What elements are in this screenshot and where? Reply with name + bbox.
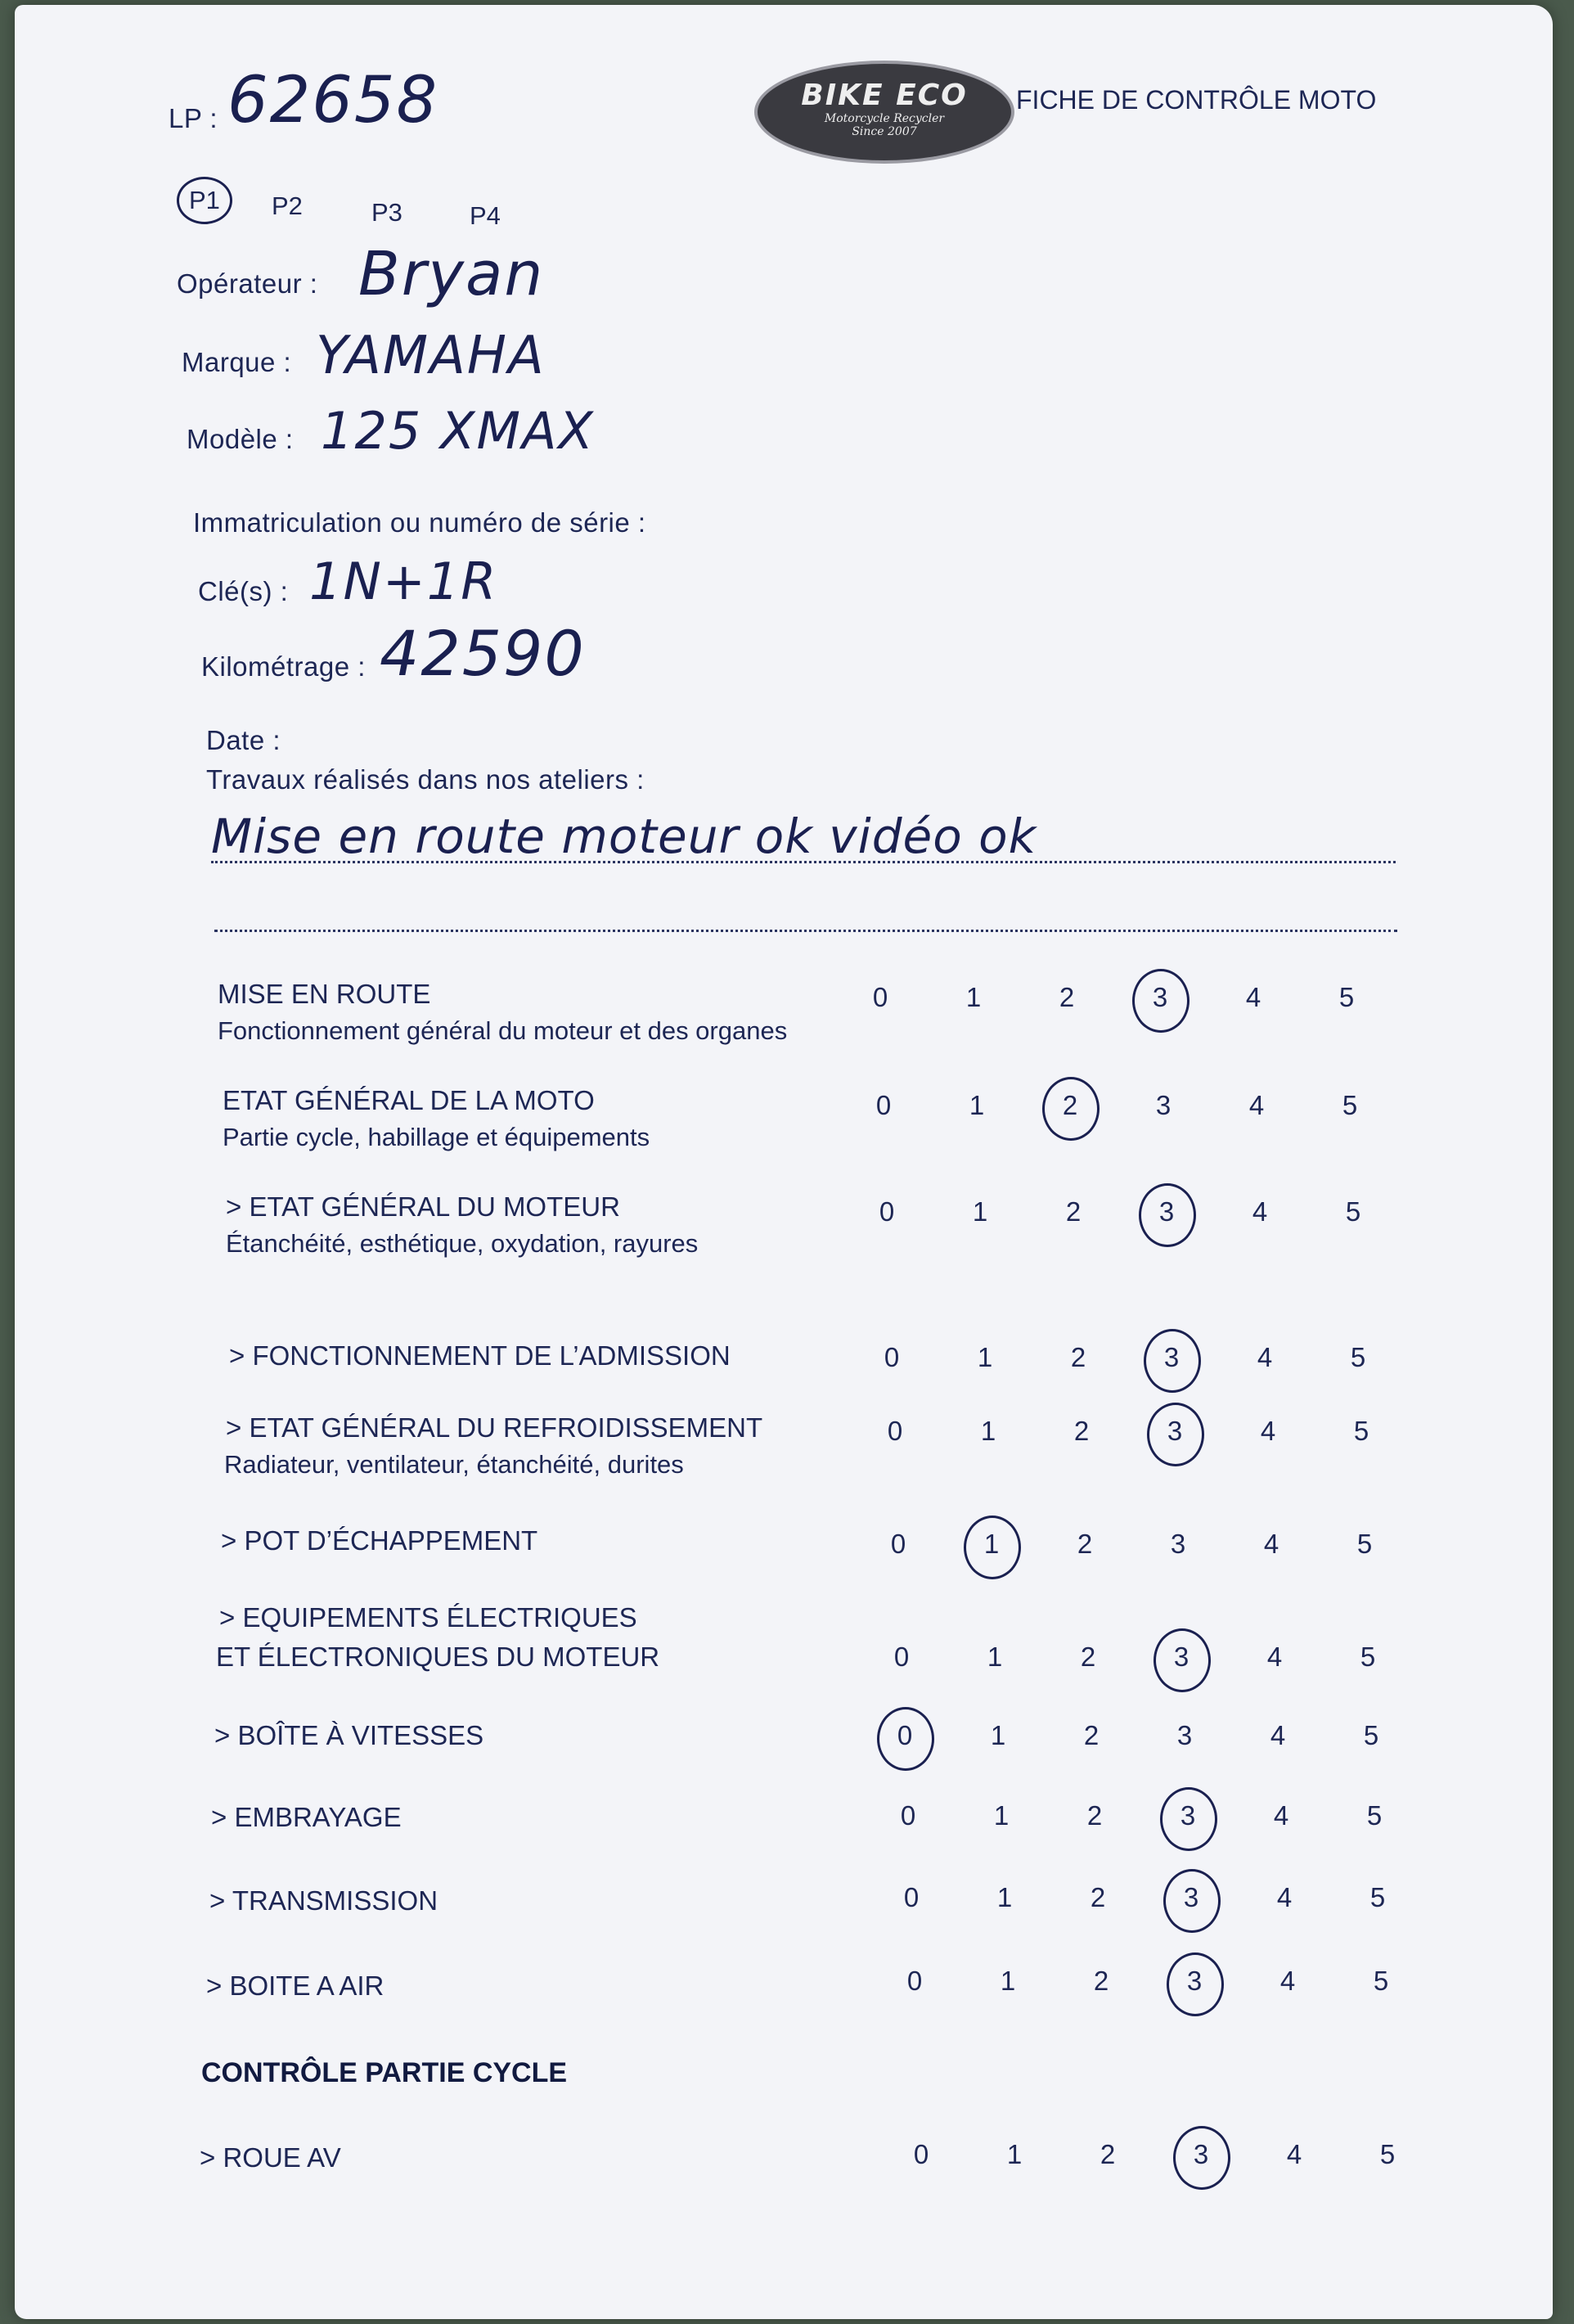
score-option-selected: 3 — [1178, 1966, 1211, 1997]
sheet-title: FICHE DE CONTRÔLE MOTO — [1016, 85, 1377, 115]
brand-value: YAMAHA — [316, 326, 546, 386]
score-option: 2 — [1065, 1196, 1082, 1227]
score-option: 5 — [1353, 1416, 1369, 1446]
row-subtitle: Partie cycle, habillage et équipements — [223, 1123, 650, 1151]
score-option: 5 — [1360, 1642, 1376, 1672]
score-option-selected: 2 — [1054, 1090, 1086, 1121]
score-option: 4 — [1266, 1642, 1283, 1672]
score-option: 0 — [900, 1800, 916, 1831]
score-option: 1 — [996, 1882, 1013, 1912]
score-option: 4 — [1263, 1529, 1279, 1559]
score-option: 5 — [1373, 1966, 1389, 1996]
score-option-selected: 3 — [1185, 2139, 1217, 2170]
score-option: 5 — [1338, 982, 1355, 1012]
score-option-selected: 3 — [1175, 1882, 1207, 1913]
score-option: 1 — [972, 1196, 988, 1227]
row-title: > FONCTIONNEMENT DE L’ADMISSION — [229, 1340, 731, 1371]
score-option: 4 — [1286, 2139, 1302, 2169]
score-option: 5 — [1345, 1196, 1361, 1227]
position-p1-selected: P1 — [177, 177, 232, 224]
work-label: Travaux réalisés dans nos ateliers : — [206, 764, 645, 795]
score-option: 1 — [990, 1720, 1006, 1750]
score-option: 4 — [1279, 1966, 1296, 1996]
row-title: > BOITE A AIR — [206, 1970, 385, 2001]
score-option: 2 — [1077, 1529, 1093, 1559]
score-option: 2 — [1070, 1342, 1086, 1372]
score-option: 5 — [1342, 1090, 1358, 1120]
work-value: Mise en route moteur ok vidéo ok — [211, 808, 1037, 864]
score-option: 1 — [1006, 2139, 1023, 2169]
score-option: 0 — [887, 1416, 903, 1446]
control-sheet-paper — [15, 5, 1553, 2319]
score-option: 3 — [1170, 1529, 1186, 1559]
operator-value: Bryan — [358, 239, 545, 309]
score-option: 4 — [1252, 1196, 1268, 1227]
score-option: 5 — [1350, 1342, 1366, 1372]
keys-label: Clé(s) : — [198, 576, 289, 606]
score-option: 1 — [980, 1416, 996, 1446]
position-p3: P3 — [371, 198, 402, 227]
lp-label: LP : — [169, 103, 218, 133]
work-dotted-line-1 — [211, 861, 1396, 863]
row-title: > EQUIPEMENTS ÉLECTRIQUES — [219, 1602, 637, 1633]
date-label: Date : — [206, 725, 281, 755]
bike-eco-logo: BIKE ECO Motorcycle Recycler Since 2007 — [754, 61, 1014, 164]
score-option: 5 — [1363, 1720, 1379, 1750]
score-option: 2 — [1086, 1800, 1103, 1831]
score-option: 0 — [906, 1966, 923, 1996]
brand-label: Marque : — [182, 347, 292, 377]
score-option: 4 — [1270, 1720, 1286, 1750]
score-option: 3 — [1155, 1090, 1172, 1120]
score-option: 2 — [1080, 1642, 1096, 1672]
row-title: > TRANSMISSION — [209, 1885, 438, 1916]
row-title: > EMBRAYAGE — [211, 1802, 402, 1832]
row-title: > ETAT GÉNÉRAL DU MOTEUR — [226, 1191, 620, 1222]
score-option: 1 — [977, 1342, 993, 1372]
model-label: Modèle : — [187, 424, 294, 454]
score-option: 1 — [1000, 1966, 1016, 1996]
score-option: 4 — [1260, 1416, 1276, 1446]
score-option: 0 — [872, 982, 888, 1012]
score-option-selected: 3 — [1155, 1342, 1188, 1373]
row-title: > ETAT GÉNÉRAL DU REFROIDISSEMENT — [226, 1412, 763, 1443]
score-option: 5 — [1366, 1800, 1383, 1831]
lp-value: 62658 — [227, 64, 439, 137]
model-value: 125 XMAX — [321, 401, 595, 461]
mileage-label: Kilométrage : — [201, 651, 366, 682]
score-option: 2 — [1059, 982, 1075, 1012]
row-title-line2: ET ÉLECTRONIQUES DU MOTEUR — [216, 1642, 660, 1672]
score-option: 1 — [993, 1800, 1010, 1831]
score-option-selected: 3 — [1150, 1196, 1183, 1227]
score-option-selected: 3 — [1172, 1800, 1204, 1831]
row-subtitle: Radiateur, ventilateur, étanchéité, durites — [224, 1450, 684, 1479]
score-option: 0 — [893, 1642, 910, 1672]
row-subtitle: Étanchéité, esthétique, oxydation, rayures — [226, 1229, 699, 1258]
score-option: 2 — [1100, 2139, 1116, 2169]
score-option: 0 — [879, 1196, 895, 1227]
score-option: 0 — [913, 2139, 929, 2169]
score-option: 4 — [1248, 1090, 1265, 1120]
row-title: > ROUE AV — [200, 2142, 341, 2173]
score-option: 2 — [1083, 1720, 1100, 1750]
score-option: 4 — [1273, 1800, 1289, 1831]
mileage-value: 42590 — [380, 617, 586, 690]
position-p4: P4 — [470, 201, 501, 230]
work-dotted-line-2 — [214, 930, 1397, 932]
score-option: 0 — [903, 1882, 920, 1912]
score-option-selected: 1 — [975, 1529, 1008, 1560]
score-option-selected: 3 — [1165, 1642, 1198, 1673]
score-option-selected: 0 — [888, 1720, 921, 1751]
score-option: 5 — [1369, 1882, 1386, 1912]
section-chassis-heading: CONTRÔLE PARTIE CYCLE — [201, 2057, 568, 2088]
score-option: 4 — [1245, 982, 1261, 1012]
score-option: 4 — [1257, 1342, 1273, 1372]
operator-label: Opérateur : — [177, 268, 318, 299]
score-option-selected: 3 — [1158, 1416, 1191, 1447]
score-option: 2 — [1093, 1966, 1109, 1996]
row-title: MISE EN ROUTE — [218, 979, 431, 1009]
row-title: > POT D’ÉCHAPPEMENT — [221, 1525, 538, 1556]
score-option: 0 — [884, 1342, 900, 1372]
score-option: 1 — [987, 1642, 1003, 1672]
position-p2: P2 — [272, 191, 303, 220]
score-option: 0 — [875, 1090, 892, 1120]
score-option: 3 — [1176, 1720, 1193, 1750]
score-option: 1 — [969, 1090, 985, 1120]
row-title: > BOÎTE À VITESSES — [214, 1720, 484, 1750]
score-option-selected: 3 — [1144, 982, 1176, 1013]
score-option: 0 — [890, 1529, 906, 1559]
registration-label: Immatriculation ou numéro de série : — [193, 507, 646, 538]
score-option: 5 — [1356, 1529, 1373, 1559]
score-option: 1 — [965, 982, 982, 1012]
score-option: 2 — [1073, 1416, 1090, 1446]
row-title: ETAT GÉNÉRAL DE LA MOTO — [223, 1085, 595, 1115]
score-option: 2 — [1090, 1882, 1106, 1912]
score-option: 4 — [1276, 1882, 1293, 1912]
row-subtitle: Fonctionnement général du moteur et des organes — [218, 1016, 788, 1045]
score-option: 5 — [1379, 2139, 1396, 2169]
keys-value: 1N+1R — [309, 552, 498, 611]
